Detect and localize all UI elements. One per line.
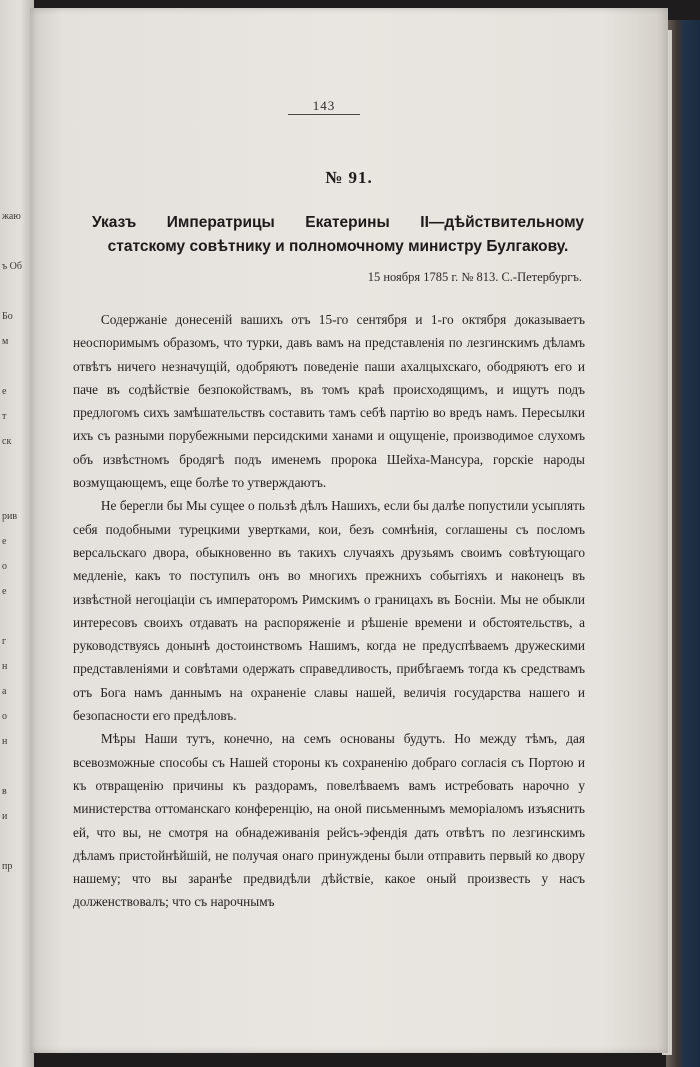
- page-number-rule: [288, 114, 360, 115]
- paragraph: Содержаніе донесеній вашихъ отъ 15-го сентября и 1-го октября доказываетъ неоспоримымъ образомъ, что турки, давъ вамъ на представленія по лезгинскимъ дѣламъ отвѣтъ ничего незначущій, одобряютъ поведеніе паши ахалцыхскаго, ободряютъ его и паче въ содѣйствіе безпокойствамъ, въ томъ краѣ происходящимъ, и ищутъ подъ предлогомъ сихъ замѣшательствъ составить тамъ себѣ партію во вредъ намъ. Пересылки ихъ съ разными порубежными персидскими ханами и ощущеніе, производимое слухомъ объ извѣстномъ бродягѣ подъ именемъ пророка Шейха-Мансура, горскіе народы возмущающемъ, еще болѣе то утверждаютъ.: [73, 312, 585, 491]
- document-number: № 91.: [325, 168, 373, 187]
- document-title: Указъ Императрицы Екатерины II—дѣйствительному статскому совѣтнику и полномочному министру Булгакову.: [92, 214, 584, 255]
- left-page-text-fragment: о: [2, 561, 7, 572]
- document-date: 15 ноября 1785 г. № 813. С.-Петербургъ.: [367, 270, 582, 284]
- left-page-text-fragment: рив: [2, 511, 18, 522]
- left-page-text-fragment: и: [2, 811, 8, 822]
- left-page-text-fragment: Бо: [2, 311, 13, 322]
- left-page-text-fragment: е: [2, 536, 7, 547]
- left-page-text-fragment: е: [2, 386, 7, 397]
- document-body: [73, 308, 585, 914]
- left-page-text-fragment: н: [2, 736, 8, 747]
- page-number: 143: [312, 98, 336, 113]
- paragraph: Мѣры Наши тутъ, конечно, на семъ основаны будутъ. Но между тѣмъ, дая всевозможные способы съ Нашей стороны къ сохраненію добраго согласія съ Портою и къ отвращенію причины къ раздорамъ, повелѣваемъ вамъ истребовать нарочно у министерства оттоманскаго конференцію, на оной письменнымъ меморіаломъ изъяснить ей, что вы, не смотря на обнадеживанія рейсъ-эфендія дать отвѣтъ по лезгинскимъ дѣламъ пристойнѣйшій, не получая онаго принуждены были отправить первый ко двору нашему; что вы заранѣе предвидѣли дѣйствіе, какое оный произвесть у насъ долженствовалъ; что съ нарочнымъ: [73, 731, 585, 910]
- left-page-text-fragment: пр: [2, 861, 13, 872]
- left-page-edge: [0, 0, 34, 1067]
- left-page-text-fragment: ъ Об: [2, 261, 22, 272]
- left-page-text-fragment: н: [2, 661, 8, 672]
- left-page-text-fragment: о: [2, 711, 7, 722]
- book-page: [30, 8, 668, 1053]
- left-page-text-fragment: м: [2, 336, 9, 347]
- paragraph: Не берегли бы Мы сущее о пользѣ дѣлъ Нашихъ, если бы далѣе попустили усыплять себя подобными турецкими увертками, кои, безъ сомнѣнія, соглашены съ посломъ версальскаго двора, обыкновенно въ такихъ случаяхъ друзьямъ своимъ совѣтующаго медленіе, какъ то поступилъ онъ во многихъ прежнихъ событіяхъ и наконецъ въ извѣстной негоціаціи съ императоромъ Римскимъ о границахъ въ Босніи. Мы не обыкли интересовъ своихъ отдавать на распоряженіе и рѣшеніе времени и обстоятельствъ, а руководствуясь донынѣ достоинствомъ Нашимъ, когда не предуспѣваемъ дружескими представленіями и совѣтами одержать справедливость, прибѣгаемъ тогда къ средствамъ отъ Бога намъ даннымъ на охраненіе славы нашей, величія государства нашего и безопасности его предѣловъ.: [73, 498, 585, 724]
- left-page-text-fragment: е: [2, 586, 7, 597]
- left-page-text-fragment: т: [2, 411, 7, 422]
- left-page-text-fragment: жаю: [2, 211, 21, 222]
- left-page-text-fragment: в: [2, 786, 7, 797]
- left-page-text-fragment: ск: [2, 436, 12, 447]
- left-page-text-fragment: а: [2, 686, 7, 697]
- left-page-text-fragment: г: [2, 636, 7, 647]
